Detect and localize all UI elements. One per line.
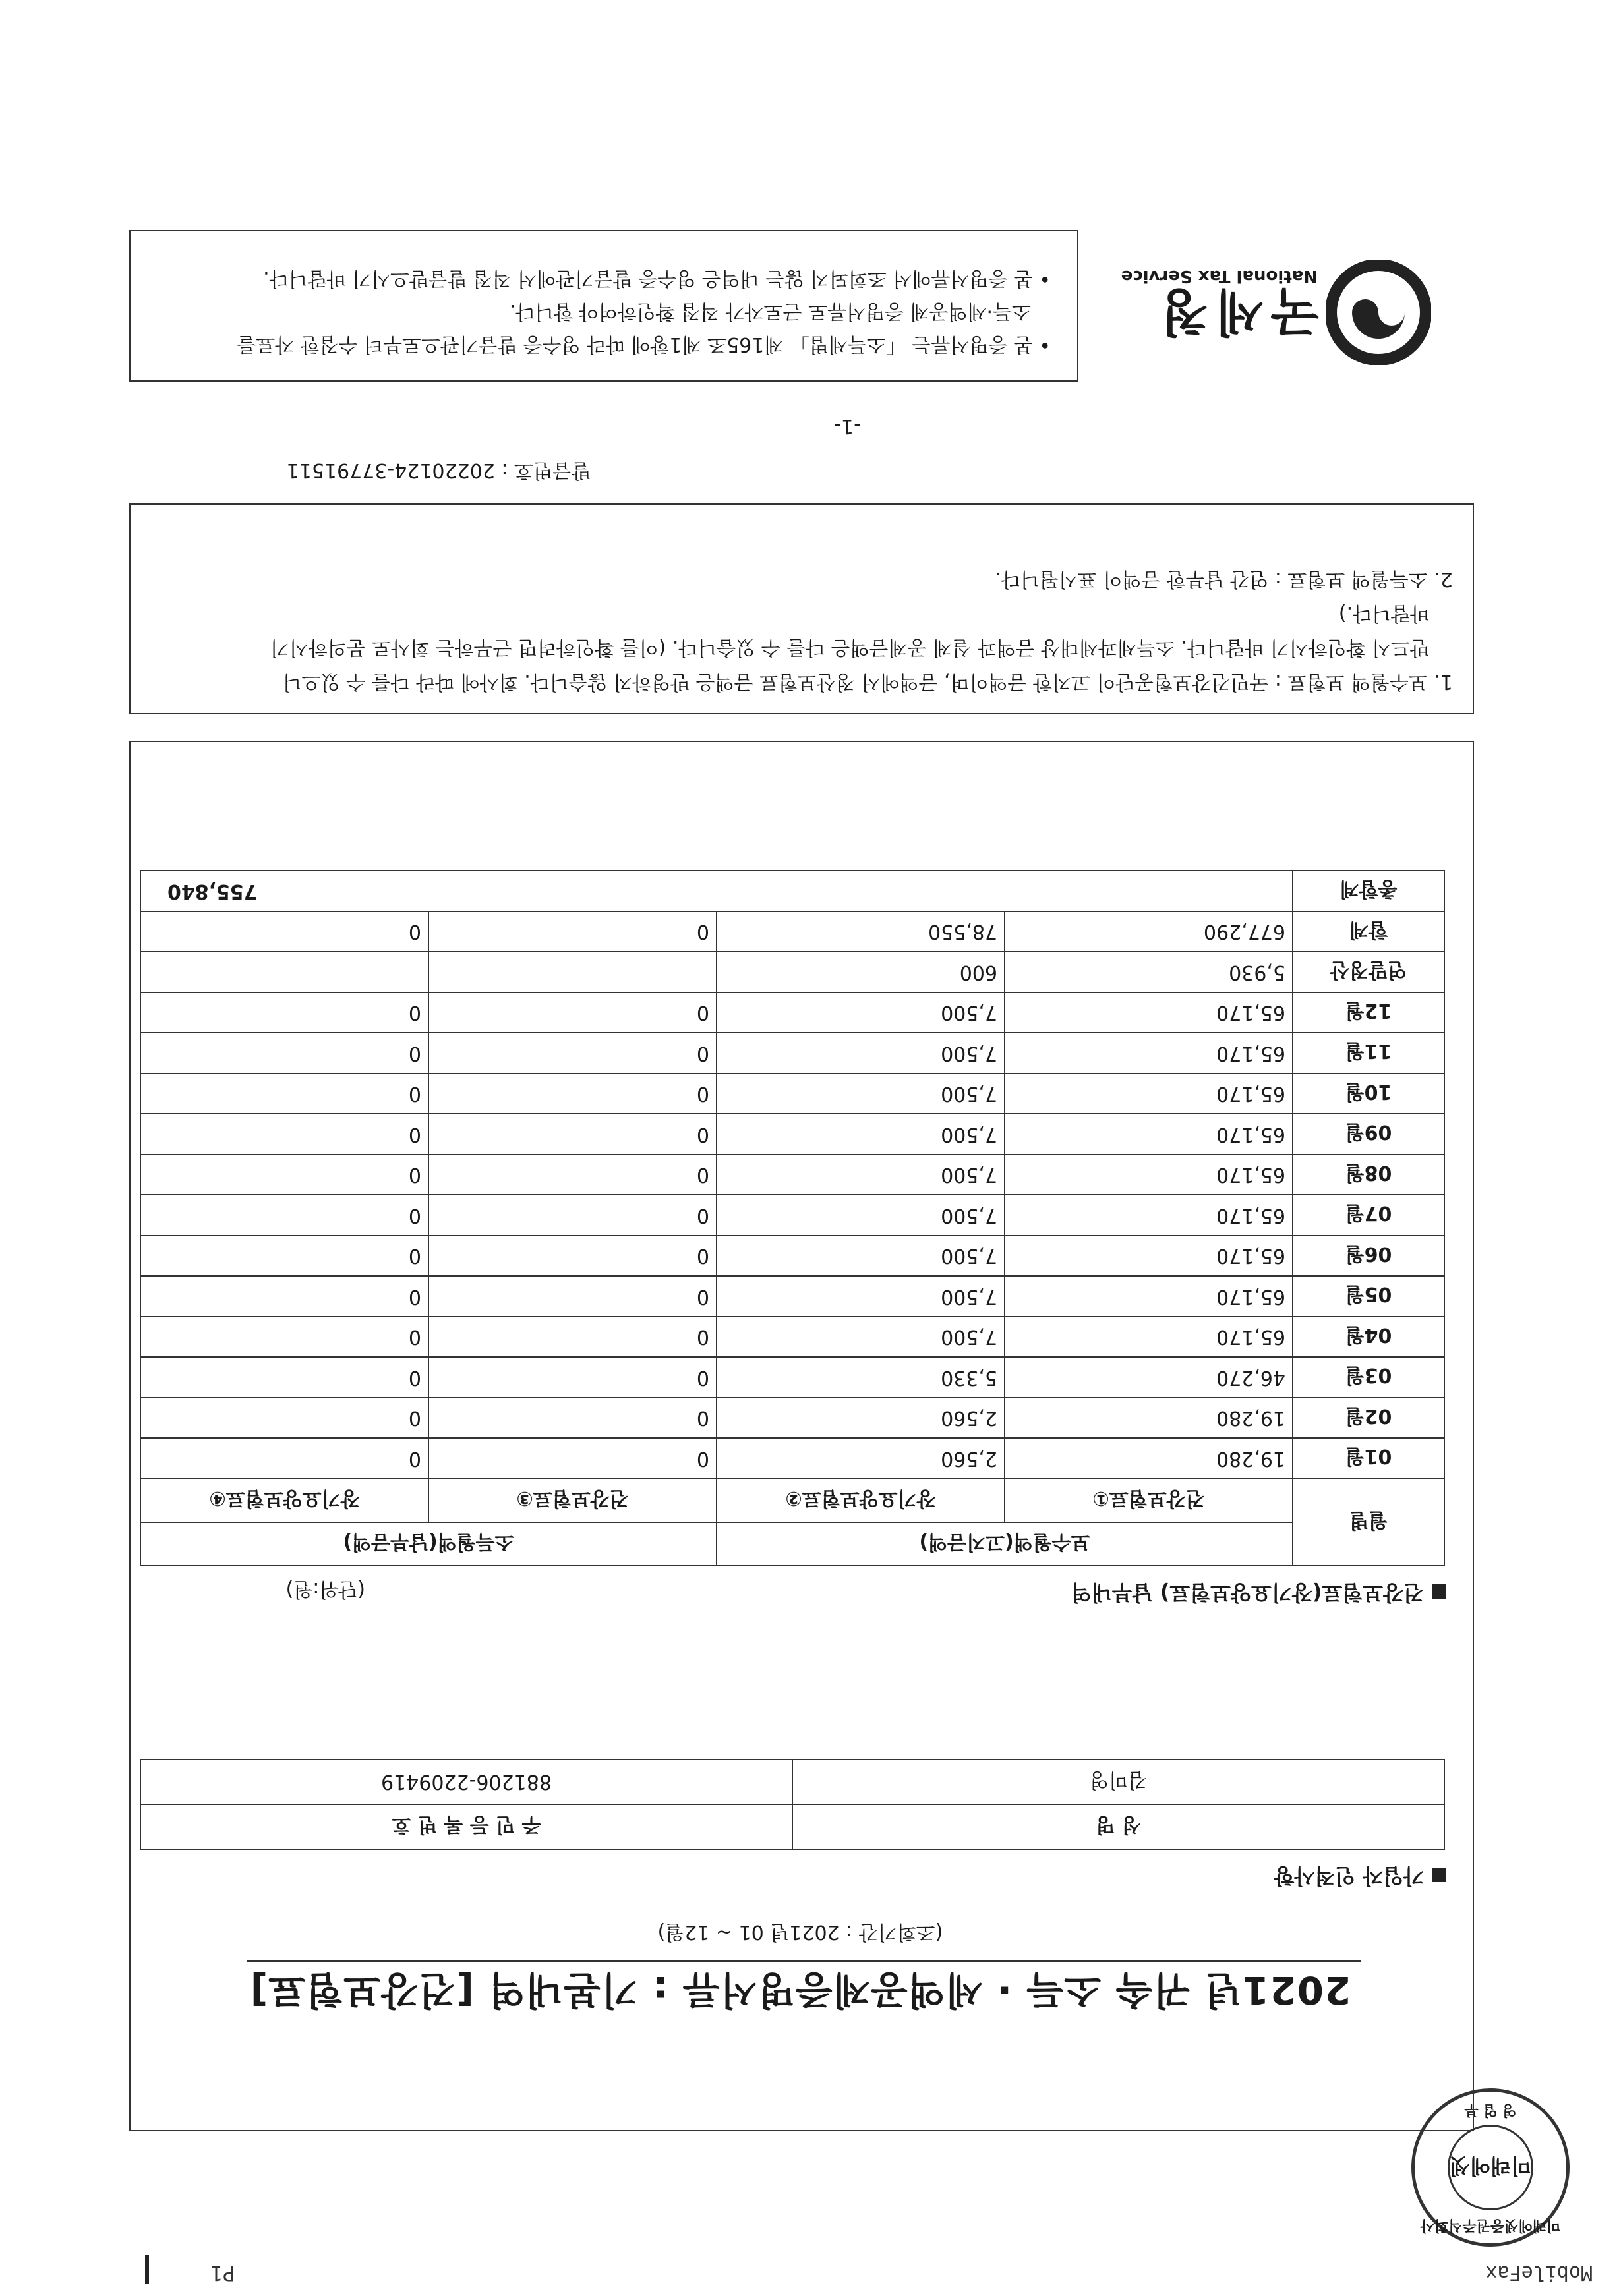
seal-ring-top: 미래에셋증권주식회사 [1420, 2217, 1561, 2233]
month-cell: 06월 [1293, 1236, 1444, 1277]
cell: 7,500 [717, 992, 1005, 1033]
fax-edge-mark [145, 2255, 149, 2284]
cell: 7,500 [717, 1317, 1005, 1358]
month-cell: 04월 [1293, 1317, 1444, 1358]
cell: 65,170 [1005, 1074, 1293, 1114]
cell: 0 [428, 1155, 717, 1195]
cell: 19,280 [1005, 1398, 1293, 1439]
insurance-section-heading: 건강보험료(장기요양보험료) 납부내역 [1071, 1579, 1446, 1609]
note-1-line-3: 바랍니다.) [1338, 602, 1429, 625]
cell: 0 [428, 1033, 717, 1074]
cell: 5,930 [1005, 952, 1293, 993]
page-number: -1- [834, 415, 861, 438]
cell: 0 [140, 1398, 428, 1439]
cell: 7,500 [717, 1236, 1005, 1277]
cell: 0 [428, 1236, 717, 1277]
document-title: 2021년 귀속 소득 · 세액공제증명서류 : 기본내역 [건강보험료] [249, 1968, 1351, 2013]
cell: 7,500 [717, 1155, 1005, 1195]
cell: 0 [140, 1033, 428, 1074]
footer-line-1: • 본 증명서류는 「소득세법」 제165조 제1항에 따라 영수증 발급기관으로부터 수집한 자료를 [237, 333, 1051, 356]
table-row [140, 1155, 1444, 1195]
nts-logo [1115, 246, 1431, 378]
cell: 0 [428, 1439, 717, 1479]
cell: 600 [717, 952, 1005, 993]
fax-brand: MobileFax [1485, 2261, 1593, 2284]
cell: 677,290 [1005, 911, 1293, 952]
cell: 0 [428, 1317, 717, 1358]
cell: 7,500 [717, 1114, 1005, 1155]
rrn-header: 주 민 등 록 번 호 [140, 1804, 792, 1849]
table-row [140, 1804, 1444, 1849]
cell: 0 [428, 992, 717, 1033]
square-bullet-icon [1432, 1868, 1446, 1882]
month-cell: 12월 [1293, 992, 1444, 1033]
table-row [140, 1195, 1444, 1236]
cell: 0 [140, 992, 428, 1033]
cell: 78,550 [717, 911, 1005, 952]
cell: 65,170 [1005, 1114, 1293, 1155]
person-section-heading: 가입자 인적사항 [1274, 1862, 1446, 1893]
cell: 0 [140, 1358, 428, 1398]
cell: 0 [140, 1074, 428, 1114]
cell: 0 [428, 1277, 717, 1317]
cell: 7,500 [717, 1074, 1005, 1114]
settlement-row [140, 952, 1444, 993]
month-cell: 01월 [1293, 1439, 1444, 1479]
cell: 5,330 [717, 1358, 1005, 1398]
table-row [140, 1439, 1444, 1479]
cell: 65,170 [1005, 1195, 1293, 1236]
month-cell: 연말정산 [1293, 952, 1444, 993]
table-row [140, 992, 1444, 1033]
sum-row [140, 911, 1444, 952]
cell: 0 [140, 1317, 428, 1358]
cell: 65,170 [1005, 1155, 1293, 1195]
cell: 0 [140, 1439, 428, 1479]
notes-box [129, 503, 1474, 714]
cell: 0 [140, 1114, 428, 1155]
table-row [140, 1358, 1444, 1398]
main-frame [129, 741, 1474, 2131]
cell: 0 [428, 1074, 717, 1114]
cell: 65,170 [1005, 992, 1293, 1033]
cell: 0 [428, 1114, 717, 1155]
seal-ring-bottom: 영 업 부 [1464, 2102, 1517, 2118]
footer-notice [129, 230, 1078, 382]
cell [140, 952, 428, 993]
cell: 65,170 [1005, 1317, 1293, 1358]
total-row [140, 871, 1444, 912]
month-cell: 10월 [1293, 1074, 1444, 1114]
rrn-value: 881206-2209419 [140, 1760, 792, 1804]
person-table [140, 1759, 1445, 1850]
seal-center: 미래에셋 [1448, 2125, 1533, 2210]
note-2: 2. 소득월액 보험료 : 연간 납부한 금액이 표시됩니다. [995, 567, 1453, 590]
name-value: 김미영 [792, 1760, 1444, 1804]
cell: 0 [140, 911, 428, 952]
month-cell: 05월 [1293, 1277, 1444, 1317]
cell: 65,170 [1005, 1033, 1293, 1074]
insurance-table [140, 871, 1445, 1567]
note-1-line-1: 1. 보수월액 보험료 : 국민건강보험공단이 고지한 금액이며, 금액에서 정산보험료 금액은 반영하지 않습니다. 회사에 따라 다를 수 있으니 [282, 670, 1453, 693]
name-header: 성 명 [792, 1804, 1444, 1849]
group-header-salary: 보수월액(고지금액) [717, 1522, 1293, 1566]
group-header-income: 소득월액(납부금액) [140, 1522, 717, 1566]
month-cell: 07월 [1293, 1195, 1444, 1236]
fax-header [26, 2251, 1593, 2284]
cell: 0 [140, 1195, 428, 1236]
table-row [140, 1277, 1444, 1317]
table-row [140, 1479, 1444, 1522]
issue-number: 발급번호 : 20220124-37791511 [286, 459, 591, 482]
cell: 7,500 [717, 1033, 1005, 1074]
col-header-2: 장기요양보험료② [717, 1479, 1005, 1522]
month-cell: 02월 [1293, 1398, 1444, 1439]
table-row [140, 1317, 1444, 1358]
note-1-line-2: 반드시 확인하시기 바랍니다. 소득세과세대상 금액과 실제 공제금액은 다를 수 있습니다. (이를 확인하려면 근무하는 회사로 문의하시기 [270, 636, 1429, 659]
month-cell: 03월 [1293, 1358, 1444, 1398]
cell: 65,170 [1005, 1236, 1293, 1277]
month-cell: 11월 [1293, 1033, 1444, 1074]
cell: 19,280 [1005, 1439, 1293, 1479]
nts-name: 국세청 [1154, 283, 1319, 341]
cell: 0 [140, 1236, 428, 1277]
cell: 0 [140, 1155, 428, 1195]
table-row [140, 1074, 1444, 1114]
col-header-4: 장기요양보험료④ [140, 1479, 428, 1522]
footer-line-3: • 본 증명서류에서 조회되지 않는 내역은 영수증 발급기관에서 직접 발급받으시기 바랍니다. [263, 267, 1051, 290]
col-header-1: 건강보험료① [1005, 1479, 1293, 1522]
fax-page-number: P1 [210, 2261, 235, 2284]
cell: 46,270 [1005, 1358, 1293, 1398]
table-row [140, 1236, 1444, 1277]
cell: 0 [428, 1195, 717, 1236]
table-row [140, 1398, 1444, 1439]
cell: 65,170 [1005, 1277, 1293, 1317]
total-value: 755,840 [140, 871, 1293, 912]
footer-line-2: 소득·세액공제 증명서류로 근로자가 직접 확인하여야 합니다. [509, 300, 1031, 323]
month-header: 월별 [1293, 1479, 1444, 1566]
col-header-3: 건강보험료③ [428, 1479, 717, 1522]
inquiry-period: (조회기간 : 2021년 01 ~ 12월) [657, 1920, 943, 1943]
table-row [140, 1760, 1444, 1804]
month-cell: 08월 [1293, 1155, 1444, 1195]
table-row [140, 1033, 1444, 1074]
cell: 0 [428, 911, 717, 952]
month-cell: 합계 [1293, 911, 1444, 952]
cell: 0 [428, 1398, 717, 1439]
cell: 7,500 [717, 1195, 1005, 1236]
cell [428, 952, 717, 993]
cell: 0 [428, 1358, 717, 1398]
cell: 2,560 [717, 1439, 1005, 1479]
month-cell: 09월 [1293, 1114, 1444, 1155]
table-row [140, 1114, 1444, 1155]
cell: 7,500 [717, 1277, 1005, 1317]
unit-label: (단위:원) [285, 1578, 365, 1601]
cell: 2,560 [717, 1398, 1005, 1439]
month-cell: 총합계 [1293, 871, 1444, 912]
nts-english-name: National Tax Service [1121, 266, 1318, 286]
cell: 0 [140, 1277, 428, 1317]
table-row [140, 1522, 1444, 1566]
square-bullet-icon [1432, 1584, 1446, 1599]
nts-emblem-icon [1326, 260, 1431, 365]
title-divider [247, 1960, 1361, 1962]
